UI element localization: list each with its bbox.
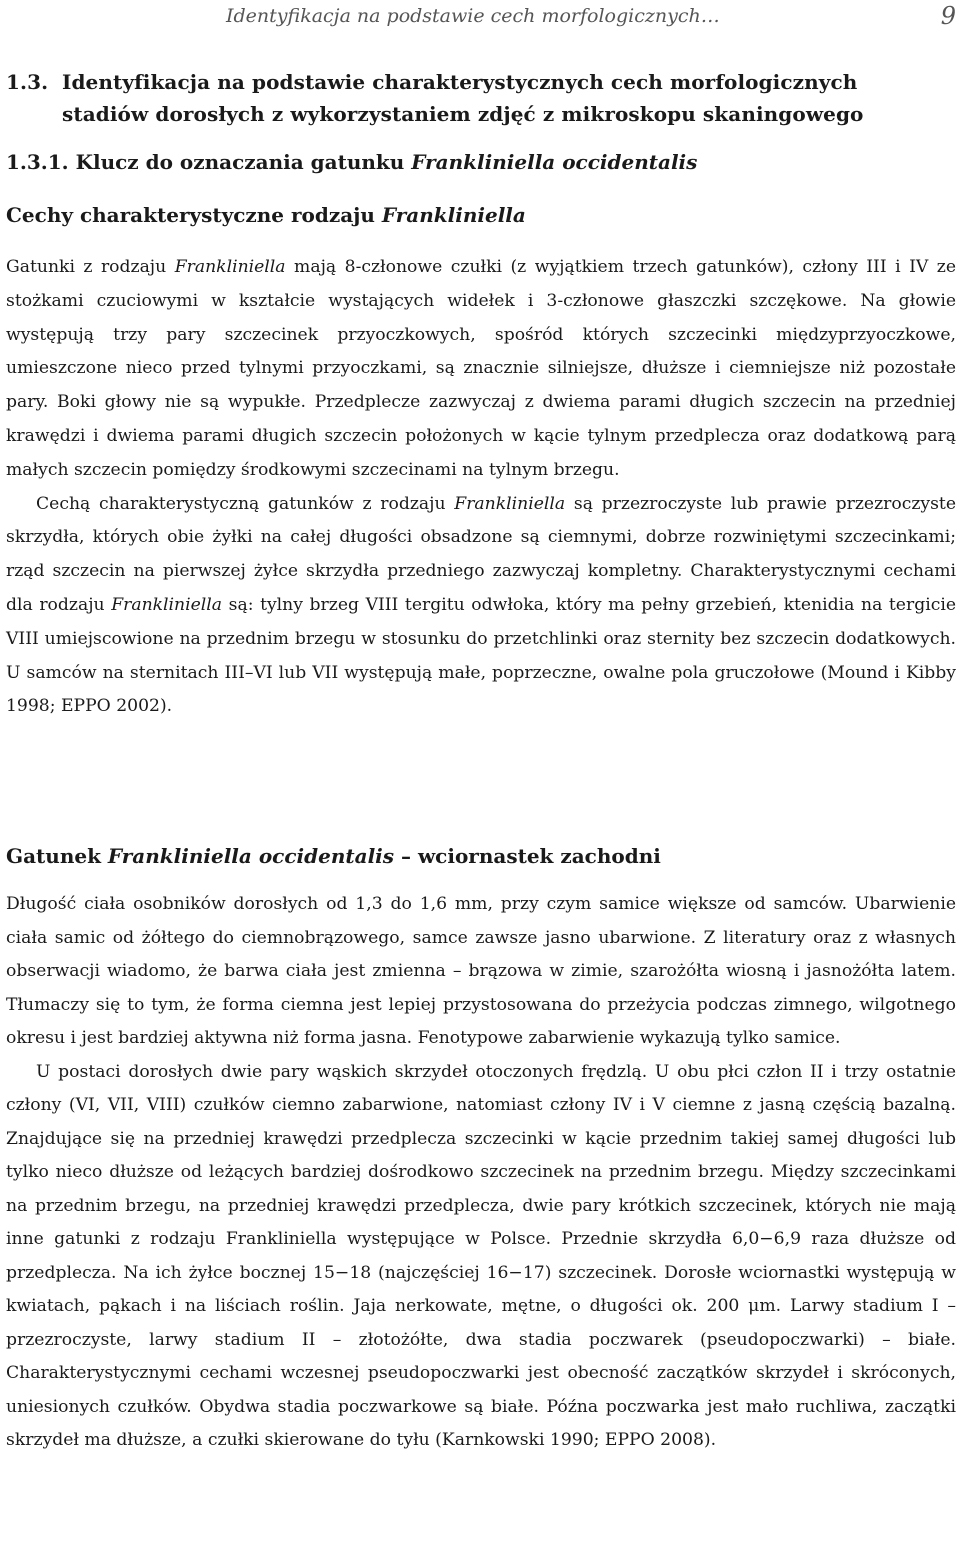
- section-heading: [6, 66, 956, 130]
- species-paragraph-2: U postaci dorosłych dwie pary wąskich skrzydeł otoczonych frędzlą. U obu płci człon II i trzy ostatnie człony (VI, VII, VIII) czułków ciemno zabarwione, natomiast człony IV i V ciemne z jasną częścią bazalną. Znajdujące się na przedniej krawędzi przedplecza szczecinki w kącie przednim takiej samej długości lub tylko nieco dłuższe od leżących bardziej dośrodkowo szczecinek na przednim brzegu. Między szczecinkami na przednim brzegu, na przedniej krawędzi przedplecza, dwie pary krótkich szczecinek, których nie mają inne gatunki z rodzaju Frankliniella występujące w Polsce. Przednie skrzydła 6,0−6,9 raza dłuższe od przedplecza. Na ich żyłce bocznej 15−18 (najczęściej 16−17) szczecinek. Dorosłe wciornastki występują w kwiatach, pąkach i na liściach roślin. Jaja nerkowate, mętne, o długości ok. 200 μm. Larwy stadium I – przezroczyste, larwy stadium II – złotożółte, dwa stadia poczwarek (pseudopoczwarki) – białe. Charakterystycznymi cechami wczesnej pseudopoczwarki jest obecność zaczątków skrzydeł i skróconych, uniesionych czułków. Obydwa stadia poczwarkowe są białe. Późna poczwarka jest mało ruchliwa, zaczątki skrzydeł ma dłuższe, a czułki skierowane do tyłu (Karnkowski 1990; EPPO 2008).: [6, 1061, 956, 1450]
- species-heading-common-name: – wciornastek zachodni: [394, 844, 661, 868]
- genus-heading-italic: Frankliniella: [381, 203, 526, 227]
- species-heading-italic: Frankliniella occidentalis: [107, 844, 395, 868]
- section-title-line1: Identyfikacja na podstawie charakterystycznych cech morfologicznych: [62, 70, 858, 94]
- genus-heading-text: Cechy charakterystyczne rodzaju: [6, 203, 382, 227]
- species-heading: [6, 839, 956, 873]
- genus-paragraph-2: [6, 488, 956, 725]
- genus-paragraph-1: [6, 251, 956, 488]
- text-run: Cechą charakterystyczną gatunków z rodzaju: [36, 493, 455, 514]
- genus-heading: [6, 199, 956, 231]
- text-run: mają 8-członowe czułki (z wyjątkiem trzech gatunków), człony III i IV ze stożkami czuciowymi w kształcie wystających widełek i 3-członowe głaszczki szczękowe. Na głowie występują trzy pary szczecinek przyoczkowych, spośród których szczecinki międzyprzyoczkowe, umieszczone nieco przed tylnymi przyoczkami, są znacznie silniejsze, dłuższe i ciemniejsze niż pozostałe pary. Boki głowy nie są wypukłe. Przedplecze zazwyczaj z dwiema parami długich szczecin na przedniej krawędzi i dwiema parami długich szczecin położonych w kącie tylnym przedplecza oraz dodatkową parą małych szczecin pomiędzy środkowymi szczecinami na tylnym brzegu.: [6, 257, 956, 480]
- text-run-italic: Frankliniella: [454, 493, 566, 514]
- text-run: są: tylny brzeg VIII tergitu odwłoka, który ma pełny grzebień, ktenidia na tergicie VIII umiejscowione na przednim brzegu w stosunku do przetchlinki oraz sternity bez szczecin dodatkowych. U samców na sternitach III–VI lub VII występują małe, poprzeczne, owalne pola gruczołowe (Mound i Kibby 1998; EPPO 2002).: [6, 594, 956, 717]
- section-title-line2: stadiów dorosłych z wykorzystaniem zdjęć z mikroskopu skaningowego: [62, 102, 864, 126]
- subsection-title-italic: Frankliniella occidentalis: [411, 150, 698, 174]
- subsection-heading: [6, 146, 956, 178]
- running-header-title: Identyfikacja na podstawie cech morfologicznych…: [226, 5, 720, 27]
- text-run: są przezroczyste lub prawie przezroczyste skrzydła, których obie żyłki na całej długości obsadzone są ciemnymi, dobrze rozwiniętymi szczecinkami; rząd szczecin na pierwszej żyłce skrzydła przedniego zazwyczaj kompletny. Charakterystycznymi cechami dla rodzaju: [6, 493, 956, 615]
- subsection-number: 1.3.1.: [6, 150, 69, 174]
- text-run-italic: Frankliniella: [111, 594, 223, 615]
- subsection-title: Klucz do oznaczania gatunku: [75, 150, 412, 174]
- text-run: Gatunki z rodzaju: [6, 257, 175, 277]
- section-number: 1.3.: [6, 70, 49, 94]
- running-header: [226, 2, 956, 32]
- species-body: [6, 888, 956, 1458]
- page-number: 9: [940, 2, 956, 30]
- species-paragraph-1: Długość ciała osobników dorosłych od 1,3 do 1,6 mm, przy czym samice większe od samców. Ubarwienie ciała samic od żółtego do ciemnobrązowego, samce zawsze jasno ubarwione. Z literatury oraz z własnych obserwacji wiadomo, że barwa ciała jest zmienna – brązowa w zimie, szarożółta wiosną i jasnożółta latem. Tłumaczy się to tym, że forma ciemna jest lepiej przystosowana do przeżycia podczas zimnego, wilgotnego okresu i jest bardziej aktywna niż forma jasna. Fenotypowe zabarwienie wykazują tylko samice.: [6, 894, 956, 1048]
- species-heading-text: Gatunek: [6, 844, 108, 868]
- text-run-italic: Frankliniella: [174, 257, 286, 277]
- genus-body: [6, 251, 956, 724]
